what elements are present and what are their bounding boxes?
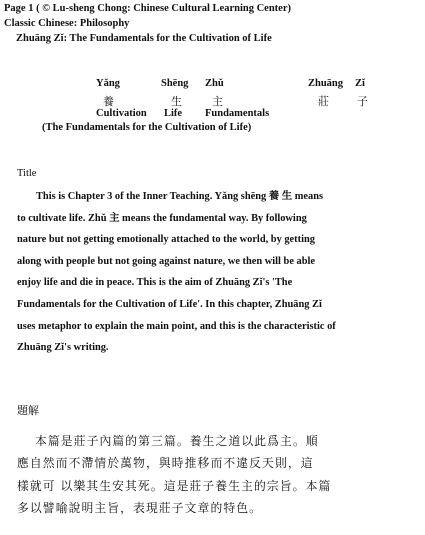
english-line: to cultivate life. Zhǔ 主 means the fundamental way. By following <box>17 212 307 224</box>
english-line: This is Chapter 3 of the Inner Teaching. Yǎng shēng 養 生 means <box>36 191 324 202</box>
gloss-meaning-fundamentals: Fundamentals <box>205 108 270 119</box>
english-line: uses metaphor to explain the main point, and this is the characteristic of <box>17 320 336 332</box>
gloss-translation: (The Fundamentals for the Cultivation of Life) <box>42 122 252 133</box>
chinese-section-heading: 題解 <box>17 404 39 417</box>
page-title: Zhuāng Zǐ: The Fundamentals for the Cultivation of Life <box>16 33 272 44</box>
gloss-char-zhu: 主 <box>212 95 223 108</box>
chinese-line: 本篇是莊子內篇的第三篇。養生之道以此爲主。順 <box>35 434 319 448</box>
gloss-romanization-zi: Zǐ <box>355 78 365 89</box>
page-header: Page 1 ( © Lu-sheng Chong: Chinese Cultural Learning Center) <box>4 3 291 14</box>
gloss-meaning-life: Life <box>164 108 183 119</box>
gloss-char-yang: 養 <box>103 95 114 108</box>
english-line: nature but not getting emotionally attached to the world, by getting <box>17 234 315 246</box>
gloss-char-zi: 子 <box>357 95 368 108</box>
course-subtitle: Classic Chinese: Philosophy <box>4 18 130 29</box>
chinese-line: 應自然而不滯情於萬物，與時推移而不違反天則，這 <box>17 456 314 471</box>
gloss-char-zhuang: 莊 <box>318 95 329 108</box>
gloss-meaning-cultivation: Cultivation <box>96 108 147 119</box>
chinese-line: 多以譬喻說明主旨，表現莊子文章的特色。 <box>17 501 263 516</box>
english-line: enjoy life and die in peace. This is the aim of Zhuāng Zǐ's 'The <box>17 277 293 289</box>
gloss-romanization-zhuang: Zhuāng <box>308 78 344 89</box>
english-line: Zhuāng Zǐ's writing. <box>17 342 109 354</box>
gloss-romanization-yang: Yǎng <box>96 78 120 89</box>
gloss-romanization-sheng: Shēng <box>161 78 189 89</box>
gloss-romanization-zhu: Zhǔ <box>205 78 224 89</box>
english-line: along with people but not going against nature, we then will be able <box>17 255 315 267</box>
english-line: Fundamentals for the Cultivation of Life'. In this chapter, Zhuāng Zǐ <box>17 298 322 310</box>
gloss-char-sheng: 生 <box>171 95 182 108</box>
english-paragraph <box>17 186 336 359</box>
english-section-heading: Title <box>17 168 37 179</box>
chinese-line: 樣就可 以樂其生安其死。這是莊子養生主的宗旨。本篇 <box>17 478 332 493</box>
chinese-paragraph <box>17 430 331 520</box>
